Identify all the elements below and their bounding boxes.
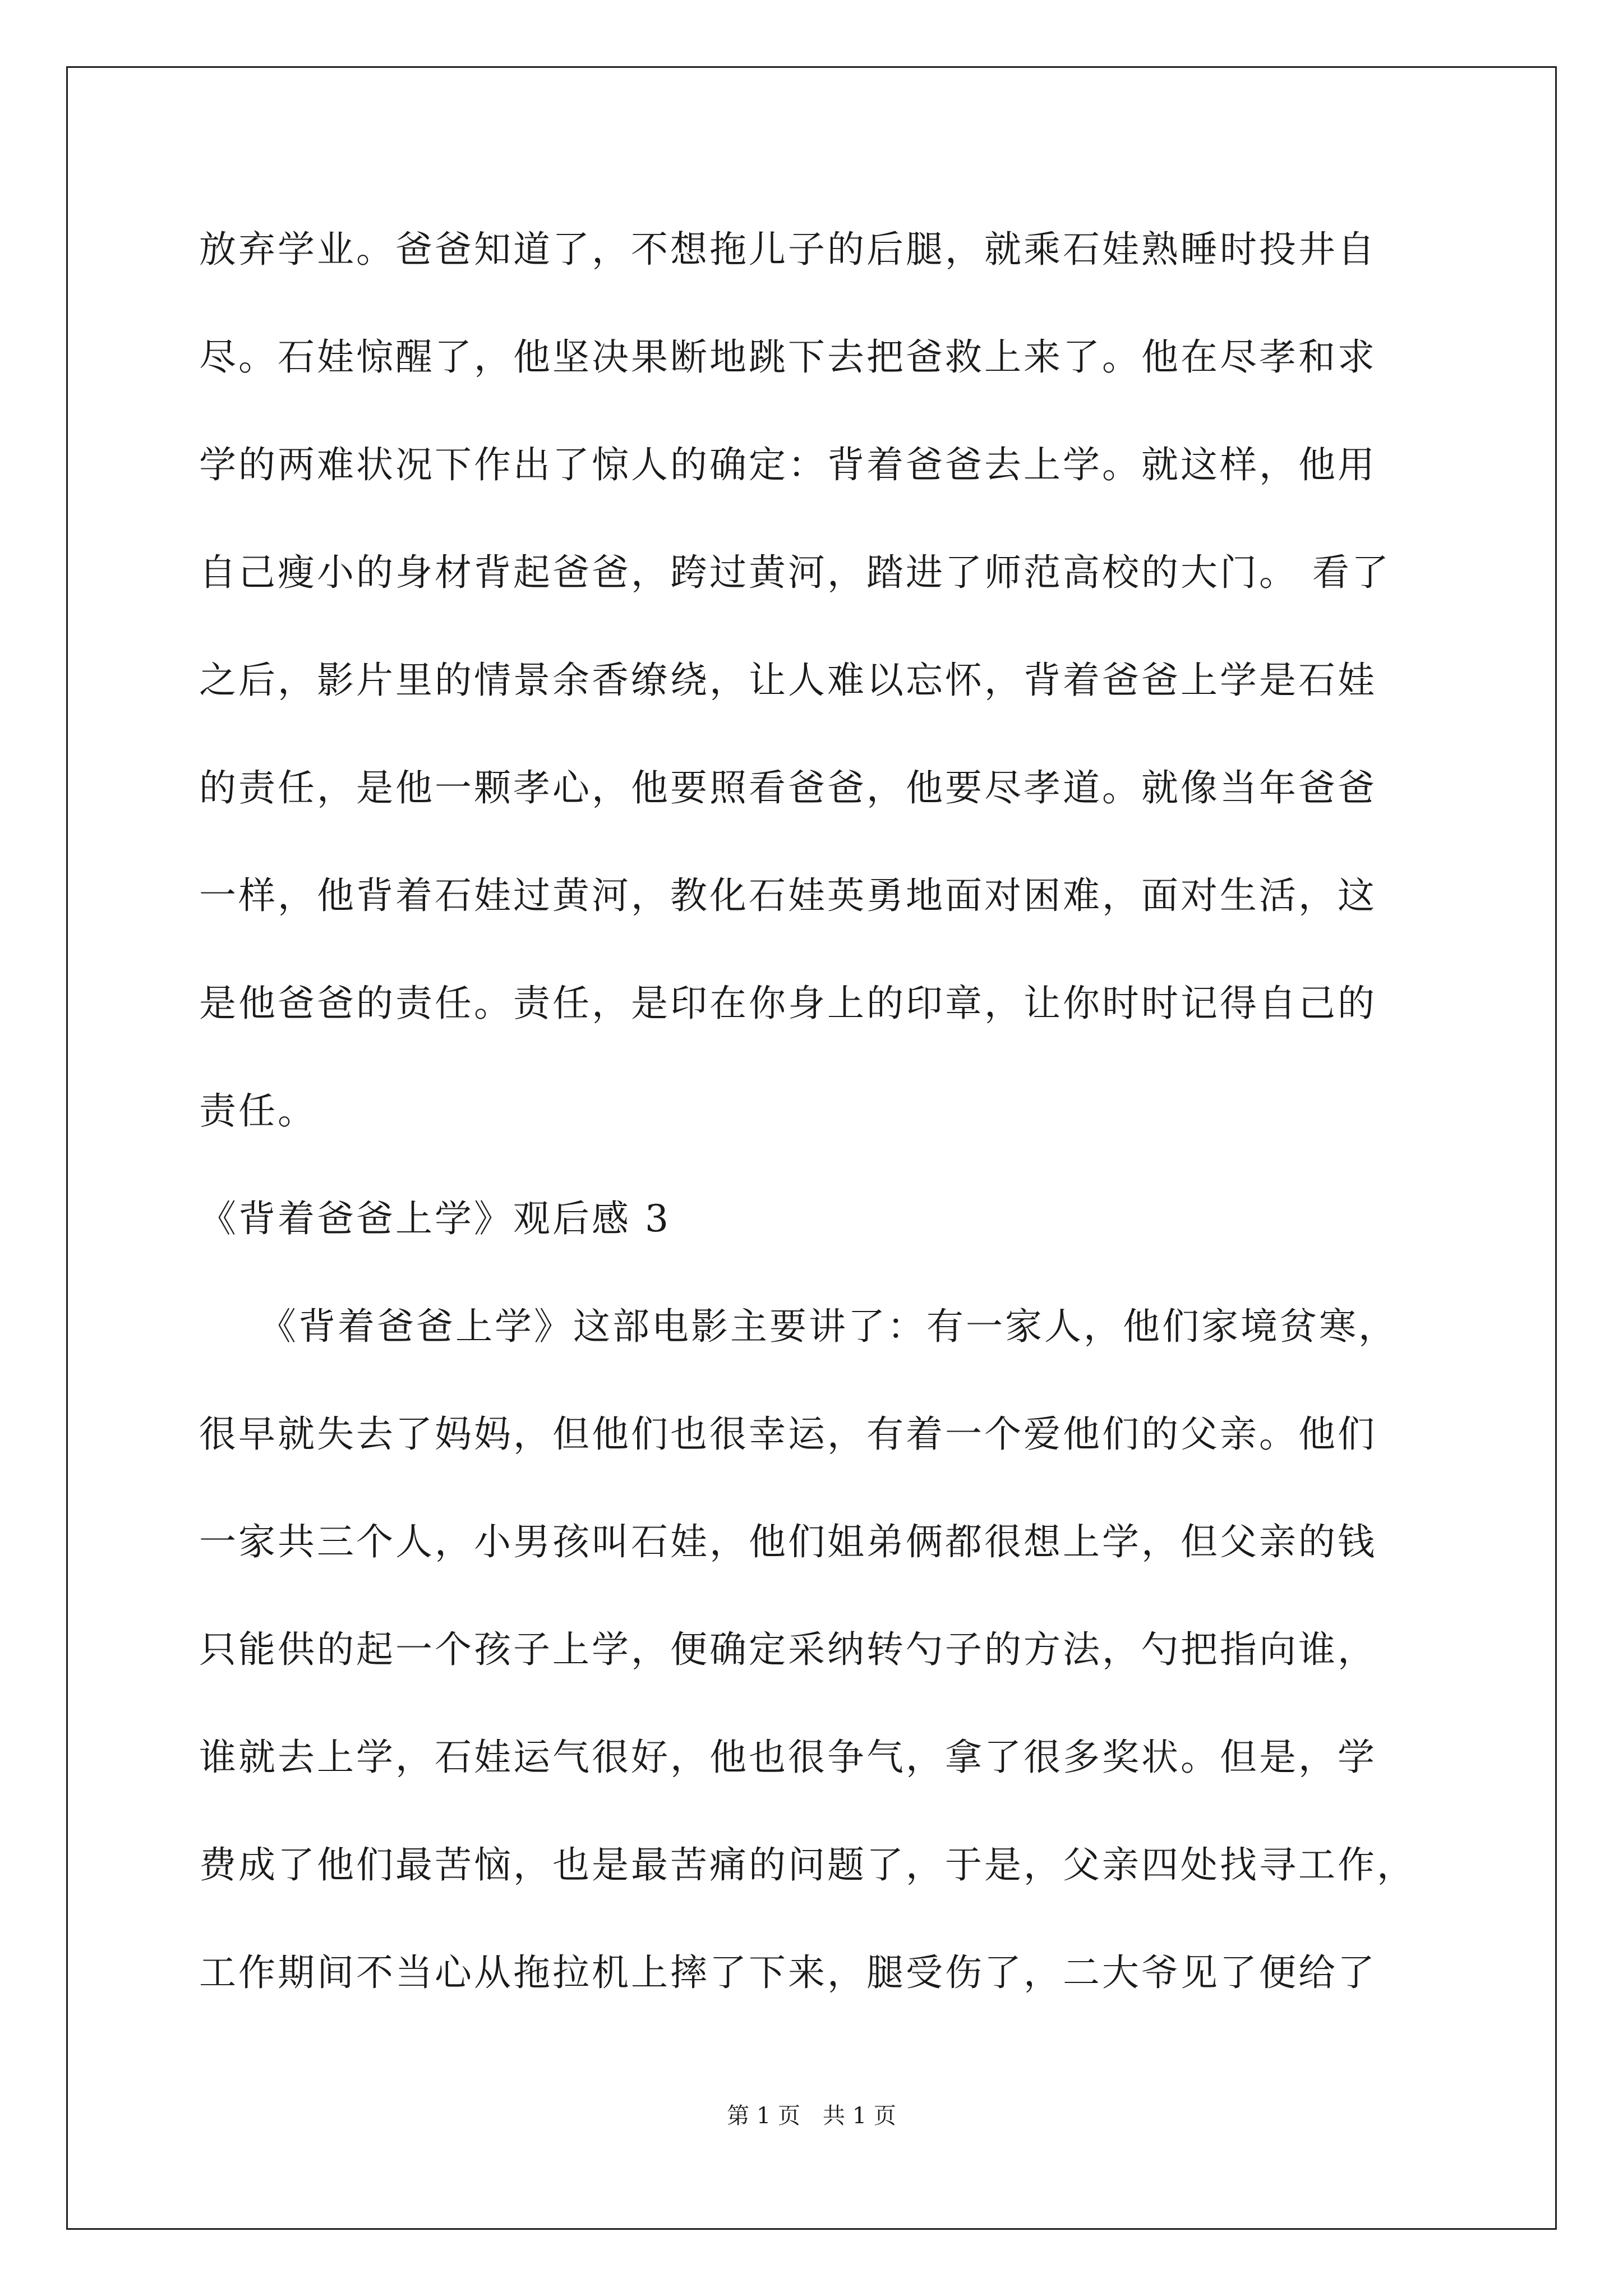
text-line: 《背着爸爸上学》这部电影主要讲了：有一家人，他们家境贫寒， [199, 1305, 1398, 1348]
text-line: 尽。石娃惊醒了，他坚决果断地跳下去把爸救上来了。他在尽孝和求 [199, 335, 1377, 379]
text-line: 责任。 [199, 1089, 317, 1133]
page-number-footer: 第 1 页 共 1 页 [727, 2103, 896, 2129]
text-line: 之后，影片里的情景余香缭绕，让人难以忘怀，背着爸爸上学是石娃 [199, 659, 1377, 702]
text-line: 一家共三个人，小男孩叫石娃，他们姐弟俩都很想上学，但父亲的钱 [199, 1520, 1377, 1563]
text-line: 只能供的起一个孩子上学，便确定采纳转勺子的方法，勺把指向谁， [199, 1628, 1377, 1671]
page-border [66, 66, 1557, 2230]
text-line: 工作期间不当心从拖拉机上摔了下来，腿受伤了，二大爷见了便给了 [199, 1951, 1377, 1994]
text-line: 放弃学业。爸爸知道了，不想拖儿子的后腿，就乘石娃熟睡时投井自 [199, 228, 1377, 271]
text-line: 的责任，是他一颗孝心，他要照看爸爸，他要尽孝道。就像当年爸爸 [199, 766, 1377, 809]
text-line: 一样，他背着石娃过黄河，教化石娃英勇地面对困难，面对生活，这 [199, 874, 1377, 917]
text-line: 是他爸爸的责任。责任，是印在你身上的印章，让你时时记得自己的 [199, 982, 1377, 1025]
text-line: 学的两难状况下作出了惊人的确定：背着爸爸去上学。就这样，他用 [199, 443, 1377, 486]
section-heading: 《背着爸爸上学》观后感 3 [199, 1197, 671, 1240]
text-line: 很早就失去了妈妈，但他们也很幸运，有着一个爱他们的父亲。他们 [199, 1412, 1377, 1456]
text-line: 自己瘦小的身材背起爸爸，跨过黄河，踏进了师范高校的大门。 看了 [199, 551, 1391, 594]
text-line: 谁就去上学，石娃运气很好，他也很争气，拿了很多奖状。但是，学 [199, 1736, 1377, 1779]
text-line: 费成了他们最苦恼，也是最苦痛的问题了，于是，父亲四处找寻工作， [199, 1843, 1416, 1887]
